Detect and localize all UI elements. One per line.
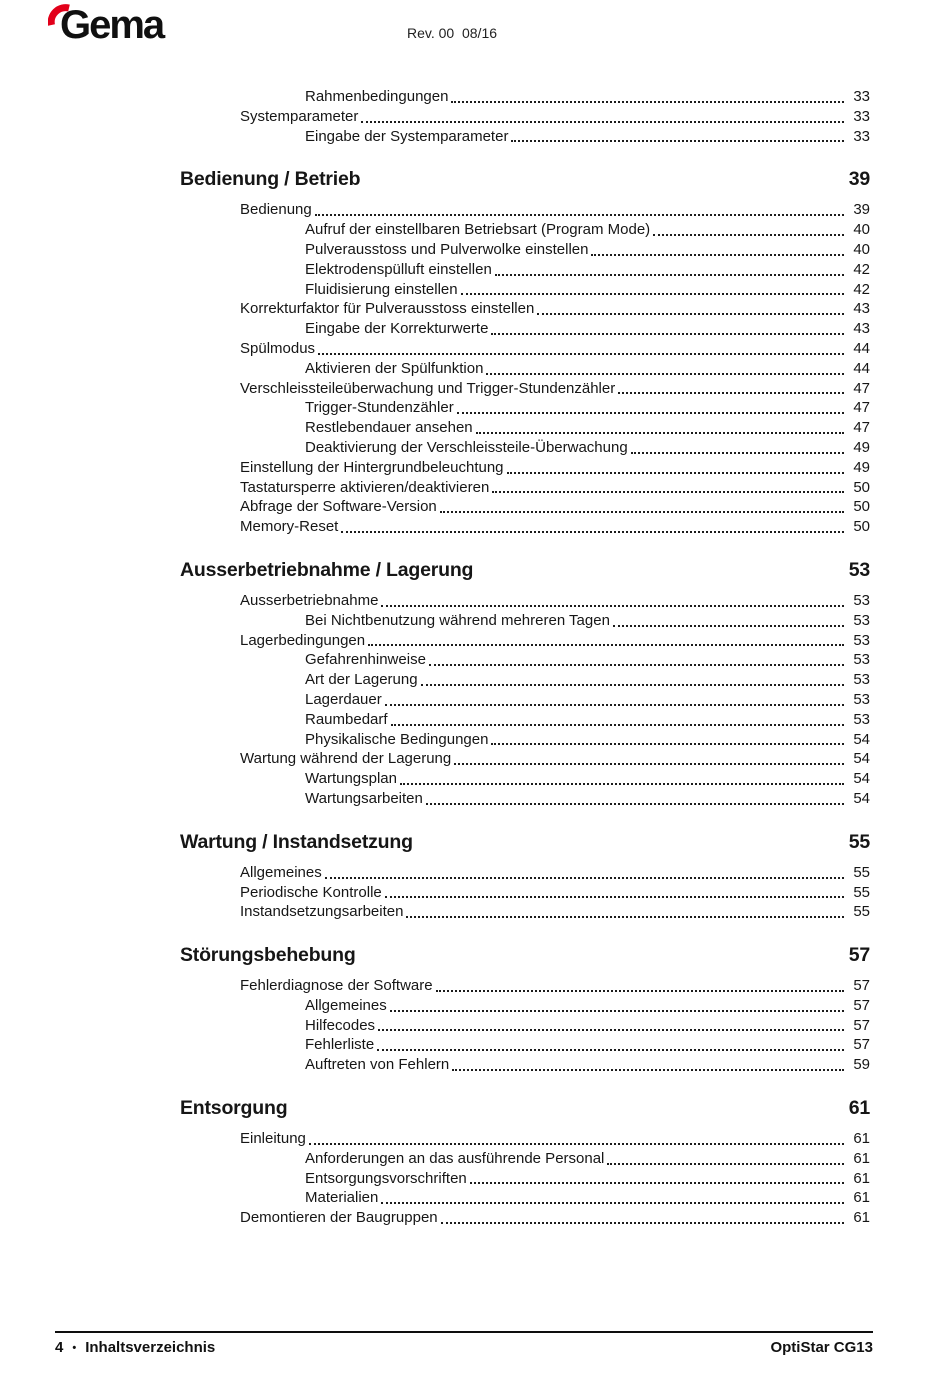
toc-entry xyxy=(180,107,870,127)
toc-entry-title: Ausserbetriebnahme xyxy=(240,591,379,609)
toc-entry xyxy=(180,478,870,498)
toc-leader-dots xyxy=(322,863,848,883)
toc-entry-title: Einstellung der Hintergrundbeleuchtung xyxy=(240,458,504,476)
toc-leader-dots xyxy=(315,339,848,359)
toc-entry-page: 47 xyxy=(853,419,870,437)
toc-leader-dots xyxy=(488,319,848,339)
toc-entry-page: 33 xyxy=(853,107,870,125)
toc-entry-title: Bedienung xyxy=(240,201,312,219)
toc-section-heading xyxy=(180,557,870,584)
toc-leader-dots xyxy=(467,1169,848,1189)
toc-entry-page: 39 xyxy=(853,201,870,219)
toc-entry xyxy=(180,379,870,399)
toc-entry xyxy=(180,769,870,789)
toc-entry-page: 49 xyxy=(853,438,870,456)
footer-bullet-icon: • xyxy=(72,1342,77,1354)
toc-entry-page: 53 xyxy=(853,671,870,689)
toc-entry-title: Abfrage der Software-Version xyxy=(240,498,437,516)
toc-leader-dots xyxy=(387,996,848,1016)
toc-entry xyxy=(180,631,870,651)
toc-entry-title: Anforderungen an das ausführende Personal xyxy=(305,1149,605,1167)
toc-entry xyxy=(180,1016,870,1036)
toc-entry-title: Periodische Kontrolle xyxy=(240,883,382,901)
toc-entry-page: 54 xyxy=(853,789,870,807)
toc-entry-page: 50 xyxy=(853,498,870,516)
toc-entry xyxy=(180,87,870,107)
toc-entry xyxy=(180,299,870,319)
toc-entry-title: Restlebendauer ansehen xyxy=(305,419,473,437)
toc-entry xyxy=(180,418,870,438)
toc-entry-page: 61 xyxy=(853,1130,870,1148)
toc-entry-title: Bei Nichtbenutzung während mehreren Tagen xyxy=(305,611,610,629)
toc-entry xyxy=(180,690,870,710)
toc-entry-title: Wartung während der Lagerung xyxy=(240,750,452,768)
toc-entry-page: 43 xyxy=(853,320,870,338)
toc-leader-dots xyxy=(426,650,848,670)
footer-left xyxy=(55,1339,215,1356)
toc-entry-page: 53 xyxy=(853,611,870,629)
toc-entry-page: 49 xyxy=(853,458,870,476)
toc-entry-title: Aufruf der einstellbaren Betriebsart (Program Mode) xyxy=(305,221,651,239)
toc-entry-page: 61 xyxy=(853,1209,870,1227)
toc-entry xyxy=(180,902,870,922)
page-footer xyxy=(55,1331,873,1356)
toc-entry-page: 59 xyxy=(853,1056,870,1074)
toc-entry-title: Auftreten von Fehlern xyxy=(305,1056,450,1074)
toc-section-title: Ausserbetriebnahme / Lagerung xyxy=(180,558,474,581)
toc-leader-dots xyxy=(378,1188,848,1208)
footer-product-name: OptiStar CG13 xyxy=(770,1339,873,1356)
toc-entry-title: Raumbedarf xyxy=(305,710,388,728)
toc-entry-page: 50 xyxy=(853,478,870,496)
toc-entry-title: Wartungsplan xyxy=(305,770,397,788)
toc-entry-title: Lagerbedingungen xyxy=(240,631,366,649)
toc-entry-page: 42 xyxy=(853,260,870,278)
toc-section-page: 53 xyxy=(848,558,870,581)
toc-entry-title: Lagerdauer xyxy=(305,690,382,708)
toc-leader-dots xyxy=(374,1035,848,1055)
toc-entry-title: Physikalische Bedingungen xyxy=(305,730,489,748)
toc-leader-dots xyxy=(489,478,848,498)
toc-entry-page: 57 xyxy=(853,1016,870,1034)
toc-section-title: Bedienung / Betrieb xyxy=(180,168,361,191)
toc-entry-page: 42 xyxy=(853,280,870,298)
toc-leader-dots xyxy=(483,359,848,379)
toc-entry xyxy=(180,260,870,280)
toc-entry xyxy=(180,670,870,690)
toc-entry xyxy=(180,359,870,379)
toc-entry-title: Korrekturfaktor für Pulverausstoss einstellen xyxy=(240,300,535,318)
toc-leader-dots xyxy=(433,976,848,996)
toc-entry-title: Eingabe der Korrekturwerte xyxy=(305,320,489,338)
toc-entry xyxy=(180,220,870,240)
toc-entry-title: Art der Lagerung xyxy=(305,671,418,689)
toc-leader-dots xyxy=(534,299,848,319)
toc-entry xyxy=(180,497,870,517)
table-of-contents xyxy=(180,87,870,1228)
toc-entry-title: Hilfecodes xyxy=(305,1016,376,1034)
toc-leader-dots xyxy=(438,1208,848,1228)
toc-entry-title: Verschleissteileüberwachung und Trigger-Stundenzähler xyxy=(240,379,616,397)
toc-entry-title: Spülmodus xyxy=(240,339,316,357)
toc-section-heading xyxy=(180,166,870,193)
toc-entry-title: Wartungsarbeiten xyxy=(305,789,423,807)
toc-leader-dots xyxy=(604,1149,848,1169)
toc-entry-page: 57 xyxy=(853,996,870,1014)
toc-leader-dots xyxy=(458,280,848,300)
toc-section-page: 61 xyxy=(848,1097,870,1120)
toc-entry-title: Tastatursperre aktivieren/deaktivieren xyxy=(240,478,490,496)
toc-leader-dots xyxy=(588,240,848,260)
toc-entry-title: Fehlerdiagnose der Software xyxy=(240,977,433,995)
toc-entry-title: Einleitung xyxy=(240,1130,306,1148)
toc-entry xyxy=(180,976,870,996)
toc-entry-page: 40 xyxy=(853,240,870,258)
toc-entry xyxy=(180,1055,870,1075)
toc-section-page: 57 xyxy=(848,944,870,967)
toc-entry xyxy=(180,749,870,769)
toc-leader-dots xyxy=(312,200,848,220)
toc-entry-page: 53 xyxy=(853,651,870,669)
toc-entry-title: Gefahrenhinweise xyxy=(305,651,426,669)
toc-entry-page: 55 xyxy=(853,863,870,881)
toc-entry-page: 55 xyxy=(853,903,870,921)
toc-entry-page: 50 xyxy=(853,518,870,536)
toc-entry xyxy=(180,591,870,611)
toc-entry-page: 47 xyxy=(853,399,870,417)
toc-leader-dots xyxy=(382,883,848,903)
toc-entry xyxy=(180,339,870,359)
gema-logo-text: Gema xyxy=(60,3,164,47)
toc-entry-title: Pulverausstoss und Pulverwolke einstellen xyxy=(305,240,589,258)
toc-section-heading xyxy=(180,942,870,969)
toc-leader-dots xyxy=(423,789,848,809)
toc-entry-page: 53 xyxy=(853,631,870,649)
toc-entry-title: Deaktivierung der Verschleissteile-Überwachung xyxy=(305,438,628,456)
toc-entry xyxy=(180,996,870,1016)
toc-section-title: Wartung / Instandsetzung xyxy=(180,830,413,853)
toc-entry-title: Allgemeines xyxy=(305,996,387,1014)
toc-entry xyxy=(180,1035,870,1055)
toc-entry-page: 54 xyxy=(853,750,870,768)
toc-leader-dots xyxy=(610,611,848,631)
toc-section-page: 55 xyxy=(848,830,870,853)
toc-entry xyxy=(180,1169,870,1189)
toc-entry xyxy=(180,319,870,339)
toc-entry-title: Demontieren der Baugruppen xyxy=(240,1209,438,1227)
toc-entry-page: 40 xyxy=(853,221,870,239)
toc-entry xyxy=(180,710,870,730)
toc-section-heading xyxy=(180,829,870,856)
toc-leader-dots xyxy=(382,690,848,710)
toc-leader-dots xyxy=(375,1016,848,1036)
toc-entry-title: Rahmenbedingungen xyxy=(305,88,449,105)
toc-leader-dots xyxy=(650,220,848,240)
toc-entry xyxy=(180,650,870,670)
toc-entry-page: 47 xyxy=(853,379,870,397)
toc-entry xyxy=(180,863,870,883)
toc-entry-title: Trigger-Stundenzähler xyxy=(305,399,454,417)
toc-entry-page: 54 xyxy=(853,770,870,788)
toc-leader-dots xyxy=(504,458,848,478)
toc-leader-dots xyxy=(449,1055,848,1075)
toc-entry xyxy=(180,883,870,903)
toc-entry-page: 44 xyxy=(853,339,870,357)
toc-entry xyxy=(180,1129,870,1149)
revision-label: Rev. 00 08/16 xyxy=(407,25,498,41)
toc-leader-dots xyxy=(454,398,848,418)
toc-section-title: Störungsbehebung xyxy=(180,944,356,967)
toc-entry xyxy=(180,458,870,478)
toc-entry-page: 55 xyxy=(853,883,870,901)
toc-entry-page: 44 xyxy=(853,359,870,377)
toc-leader-dots xyxy=(397,769,848,789)
toc-entry xyxy=(180,398,870,418)
toc-entry xyxy=(180,127,870,147)
toc-entry-title: Fluidisierung einstellen xyxy=(305,280,458,298)
toc-list xyxy=(180,87,870,1228)
toc-entry xyxy=(180,730,870,750)
gema-logo xyxy=(48,3,178,51)
toc-leader-dots xyxy=(488,730,848,750)
toc-entry xyxy=(180,517,870,537)
toc-leader-dots xyxy=(388,710,848,730)
toc-leader-dots xyxy=(365,631,848,651)
toc-entry-title: Entsorgungsvorschriften xyxy=(305,1169,467,1187)
toc-leader-dots xyxy=(358,107,848,127)
toc-entry-page: 53 xyxy=(853,710,870,728)
toc-leader-dots xyxy=(338,517,848,537)
toc-leader-dots xyxy=(508,127,848,147)
toc-leader-dots xyxy=(448,87,848,107)
toc-leader-dots xyxy=(615,379,848,399)
toc-leader-dots xyxy=(473,418,848,438)
toc-section-heading xyxy=(180,1095,870,1122)
toc-entry-page: 61 xyxy=(853,1169,870,1187)
footer-page-number: 4 xyxy=(55,1339,64,1356)
toc-entry xyxy=(180,240,870,260)
toc-entry-title: Allgemeines xyxy=(240,863,322,881)
toc-entry-title: Fehlerliste xyxy=(305,1036,375,1054)
toc-entry-title: Instandsetzungsarbeiten xyxy=(240,903,404,921)
toc-leader-dots xyxy=(306,1129,848,1149)
toc-entry-title: Materialien xyxy=(305,1189,379,1207)
toc-entry-page: 53 xyxy=(853,591,870,609)
toc-entry-page: 57 xyxy=(853,977,870,995)
toc-entry-page: 54 xyxy=(853,730,870,748)
toc-entry-page: 53 xyxy=(853,690,870,708)
toc-entry xyxy=(180,280,870,300)
toc-entry-title: Systemparameter xyxy=(240,107,359,125)
footer-section-label: Inhaltsverzeichnis xyxy=(85,1339,216,1356)
toc-entry xyxy=(180,438,870,458)
toc-leader-dots xyxy=(492,260,848,280)
toc-entry-page: 61 xyxy=(853,1149,870,1167)
toc-leader-dots xyxy=(437,497,848,517)
toc-leader-dots xyxy=(403,902,848,922)
toc-leader-dots xyxy=(628,438,848,458)
toc-entry xyxy=(180,611,870,631)
toc-entry-title: Eingabe der Systemparameter xyxy=(305,127,509,145)
toc-section-title: Entsorgung xyxy=(180,1097,288,1120)
toc-leader-dots xyxy=(418,670,848,690)
toc-entry-title: Elektrodenspülluft einstellen xyxy=(305,260,492,278)
toc-leader-dots xyxy=(451,749,848,769)
toc-entry-page: 57 xyxy=(853,1036,870,1054)
toc-leader-dots xyxy=(378,591,848,611)
toc-entry xyxy=(180,1208,870,1228)
toc-section-page: 39 xyxy=(848,168,870,191)
toc-entry xyxy=(180,789,870,809)
toc-entry-page: 61 xyxy=(853,1189,870,1207)
toc-entry xyxy=(180,200,870,220)
toc-entry-page: 43 xyxy=(853,300,870,318)
toc-entry-page: 33 xyxy=(853,88,870,105)
toc-entry xyxy=(180,1188,870,1208)
toc-entry xyxy=(180,1149,870,1169)
toc-entry-page: 33 xyxy=(853,127,870,145)
toc-entry-title: Aktivieren der Spülfunktion xyxy=(305,359,484,377)
toc-entry-title: Memory-Reset xyxy=(240,518,339,536)
